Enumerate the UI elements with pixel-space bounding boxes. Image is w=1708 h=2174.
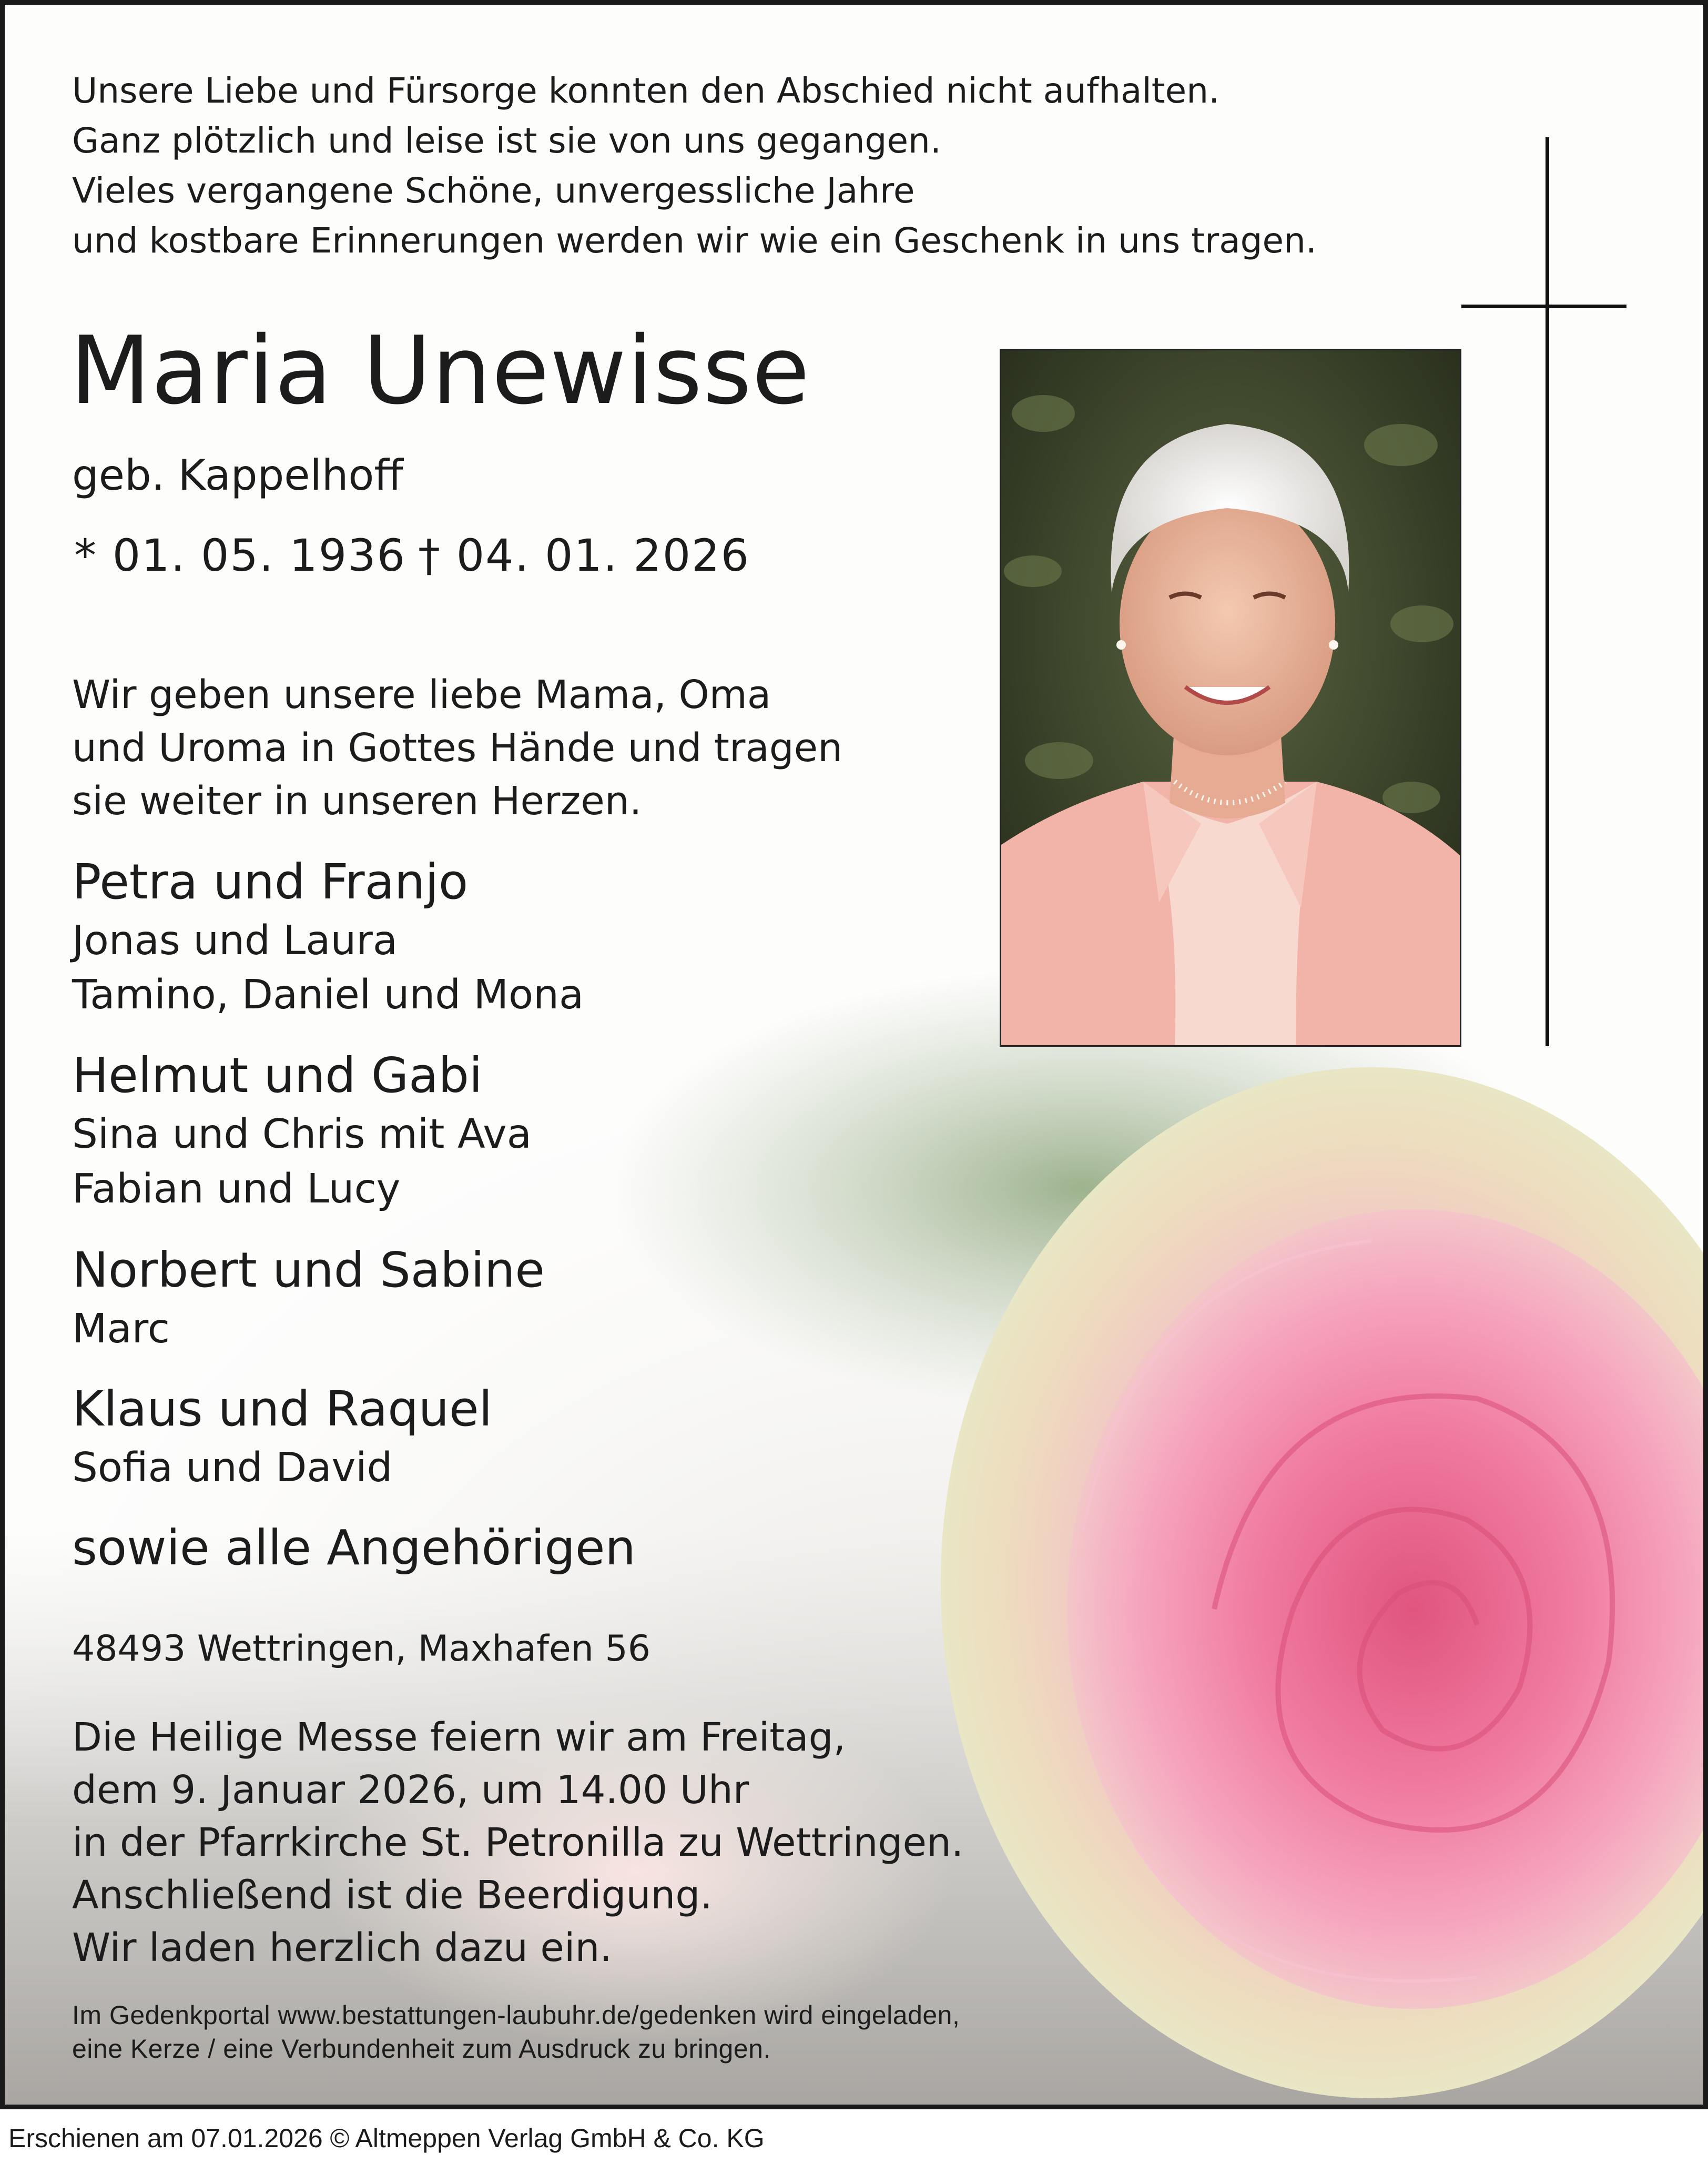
quote-line: Unsere Liebe und Fürsorge konnten den Abschied nicht aufhalten.	[72, 70, 1220, 111]
intro-line: Wir geben unsere liebe Mama, Oma	[72, 672, 771, 717]
cross-symbol-vertical	[1546, 137, 1549, 1046]
birth-name: geb. Kappelhoff	[72, 451, 403, 500]
family-main: Klaus und Raquel	[72, 1381, 493, 1437]
portrait-photo	[1000, 349, 1461, 1047]
family-sub: Jonas und Laura	[72, 917, 398, 964]
family-sub: Tamino, Daniel und Mona	[72, 972, 584, 1018]
intro-line: sie weiter in unseren Herzen.	[72, 778, 642, 824]
family-sub: Fabian und Lucy	[72, 1166, 401, 1212]
deceased-name: Maria Unewisse	[70, 316, 810, 425]
service-line: Wir laden herzlich dazu ein.	[72, 1925, 612, 1970]
quote-line: Vieles vergangene Schöne, unvergessliche Jahre	[72, 170, 915, 211]
family-sub: Marc	[72, 1306, 170, 1352]
family-sub: Sina und Chris mit Ava	[72, 1111, 532, 1158]
service-info	[72, 1711, 963, 1974]
service-line: in der Pfarrkirche St. Petronilla zu Wettringen.	[72, 1820, 964, 1865]
closing-relatives: sowie alle Angehörigen	[72, 1520, 636, 1576]
opening-quote	[72, 66, 1317, 266]
memorial-portal-note	[72, 1998, 960, 2066]
publication-footer: Erschienen am 07.01.2026 © Altmeppen Verlag GmbH & Co. KG	[8, 2124, 765, 2153]
cross-symbol-horizontal	[1461, 305, 1626, 308]
death-date: † 04. 01. 2026	[418, 530, 750, 581]
service-line: dem 9. Januar 2026, um 14.00 Uhr	[72, 1767, 749, 1813]
intro-line: und Uroma in Gottes Hände und tragen	[72, 725, 843, 771]
birth-date: * 01. 05. 1936	[74, 530, 406, 581]
family-main: Norbert und Sabine	[72, 1242, 545, 1298]
address: 48493 Wettringen, Maxhafen 56	[72, 1628, 650, 1670]
service-line: Anschließend ist die Beerdigung.	[72, 1873, 713, 1918]
family-sub: Sofia und David	[72, 1444, 393, 1491]
portal-line: Im Gedenkportal www.bestattungen-laubuhr.de/gedenken wird eingeladen,	[72, 2000, 960, 2030]
service-line: Die Heilige Messe feiern wir am Freitag,	[72, 1715, 846, 1760]
family-main: Petra und Franjo	[72, 854, 469, 910]
portal-line: eine Kerze / eine Verbundenheit zum Ausdruck zu bringen.	[72, 2034, 771, 2064]
quote-line: und kostbare Erinnerungen werden wir wie ein Geschenk in uns tragen.	[72, 220, 1317, 261]
family-main: Helmut und Gabi	[72, 1047, 483, 1104]
intro-text	[72, 669, 842, 828]
quote-line: Ganz plötzlich und leise ist sie von uns gegangen.	[72, 120, 941, 161]
